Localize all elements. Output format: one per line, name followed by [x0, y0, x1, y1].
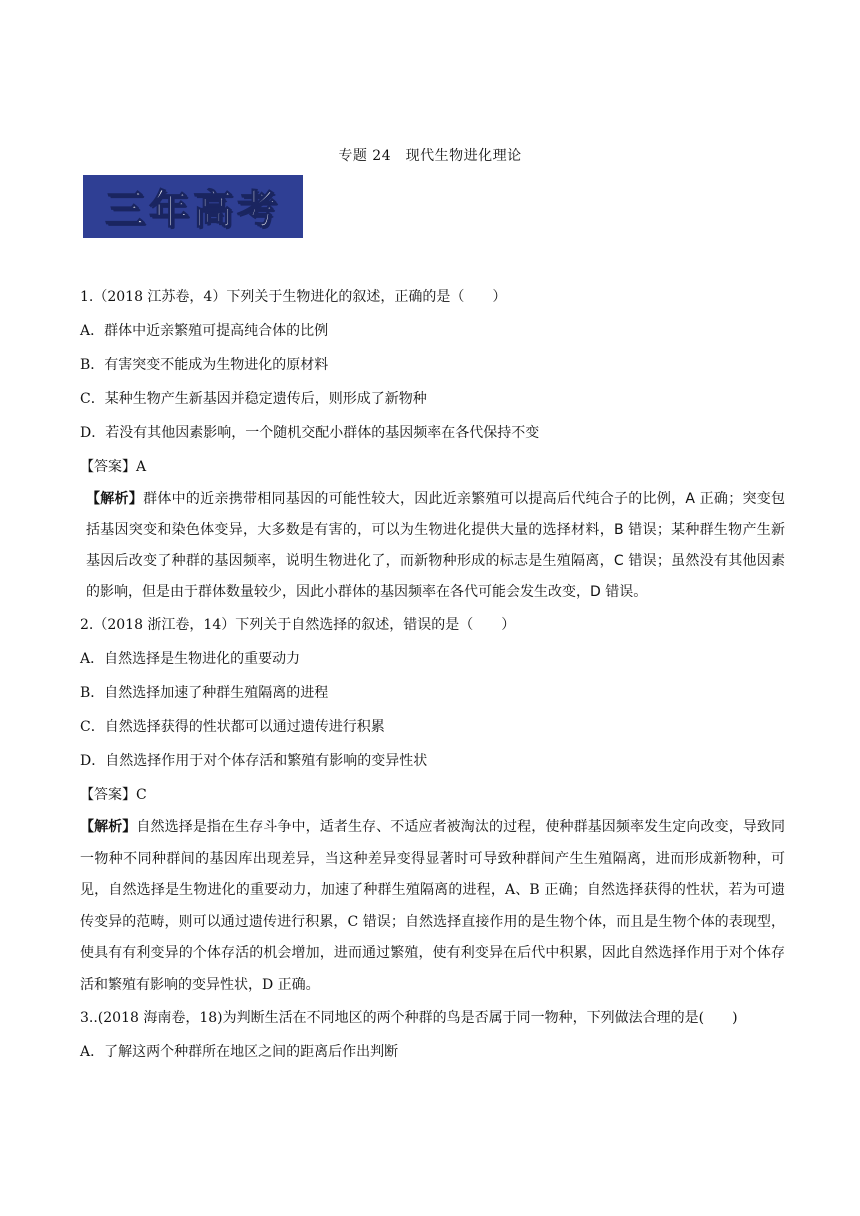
- page-title: 专题 24 现代生物进化理论: [338, 148, 522, 164]
- badge-text: 三年高考: [105, 187, 281, 233]
- answer-value: C: [136, 787, 147, 803]
- question-1-stem: 1.（2018 江苏卷，4）下列关于生物进化的叙述，正确的是（ ）: [80, 289, 507, 305]
- question-2-analysis: [80, 812, 785, 1001]
- question-2-answer: [80, 778, 785, 812]
- question-2-stem: 2.（2018 浙江卷，14）下列关于自然选择的叙述，错误的是（ ）: [80, 617, 516, 633]
- question-1-option-a: A．群体中近亲繁殖可提高纯合体的比例: [80, 323, 329, 339]
- document-body: [80, 280, 785, 1069]
- question-2-option-d: D．自然选择作用于对个体存活和繁殖有影响的变异性状: [80, 753, 428, 769]
- question-2-option-c: C．自然选择获得的性状都可以通过遗传进行积累: [80, 719, 385, 735]
- analysis-text: 群体中的近亲携带相同基因的可能性较大，因此近亲繁殖可以提高后代纯合子的比例，A 正确；突变包括基因突变和染色体变异，大多数是有害的，可以为生物进化提供大量的选择材料，B 错误；某种群生物产生新基因后改变了种群的基因频率，说明生物进化了，而新物种形成的标志是生殖隔离，C 错误；虽然没有其他因素的影响，但是由于群体数量较少，因此小群体的基因频率在各代可能会发生改变，D 错误。: [86, 491, 786, 600]
- question-1-answer: [80, 450, 785, 484]
- analysis-label: 【解析】: [80, 819, 137, 835]
- question-1-option-d: D．若没有其他因素影响，一个随机交配小群体的基因频率在各代保持不变: [80, 425, 540, 441]
- question-1-option-c: C．某种生物产生新基因并稳定遗传后，则形成了新物种: [80, 391, 427, 407]
- question-2-option-b: B．自然选择加速了种群生殖隔离的进程: [80, 685, 329, 701]
- answer-label: 【答案】: [80, 459, 136, 475]
- question-2-option-a: A．自然选择是生物进化的重要动力: [80, 651, 301, 667]
- question-3-option-a: A．了解这两个种群所在地区之间的距离后作出判断: [80, 1044, 399, 1060]
- question-3-stem: 3..(2018 海南卷，18)为判断生活在不同地区的两个种群的鸟是否属于同一物种，下列做法合理的是( ): [80, 1010, 738, 1026]
- three-years-exam-badge: [83, 175, 303, 238]
- analysis-label: 【解析】: [86, 491, 144, 507]
- answer-value: A: [136, 459, 147, 475]
- question-1-analysis: [86, 484, 785, 608]
- analysis-text: 自然选择是指在生存斗争中，适者生存、不适应者被淘汰的过程，使种群基因频率发生定向改变，导致同一物种不同种群间的基因库出现差异，当这种差异变得显著时可导致种群间产生生殖隔离，进而形成新物种，可见，自然选择是生物进化的重要动力，加速了种群生殖隔离的进程，A、B 正确；自然选择获得的性状，若为可遗传变异的范畴，则可以通过遗传进行积累，C 错误；自然选择直接作用的是生物个体，而且是生物个体的表现型，使具有有利变异的个体存活的机会增加，进而通过繁殖，使有利变异在后代中积累，因此自然选择作用于对个体存活和繁殖有影响的变异性状，D 正确。: [80, 819, 786, 993]
- answer-label: 【答案】: [80, 787, 136, 803]
- question-1-option-b: B．有害突变不能成为生物进化的原材料: [80, 357, 329, 373]
